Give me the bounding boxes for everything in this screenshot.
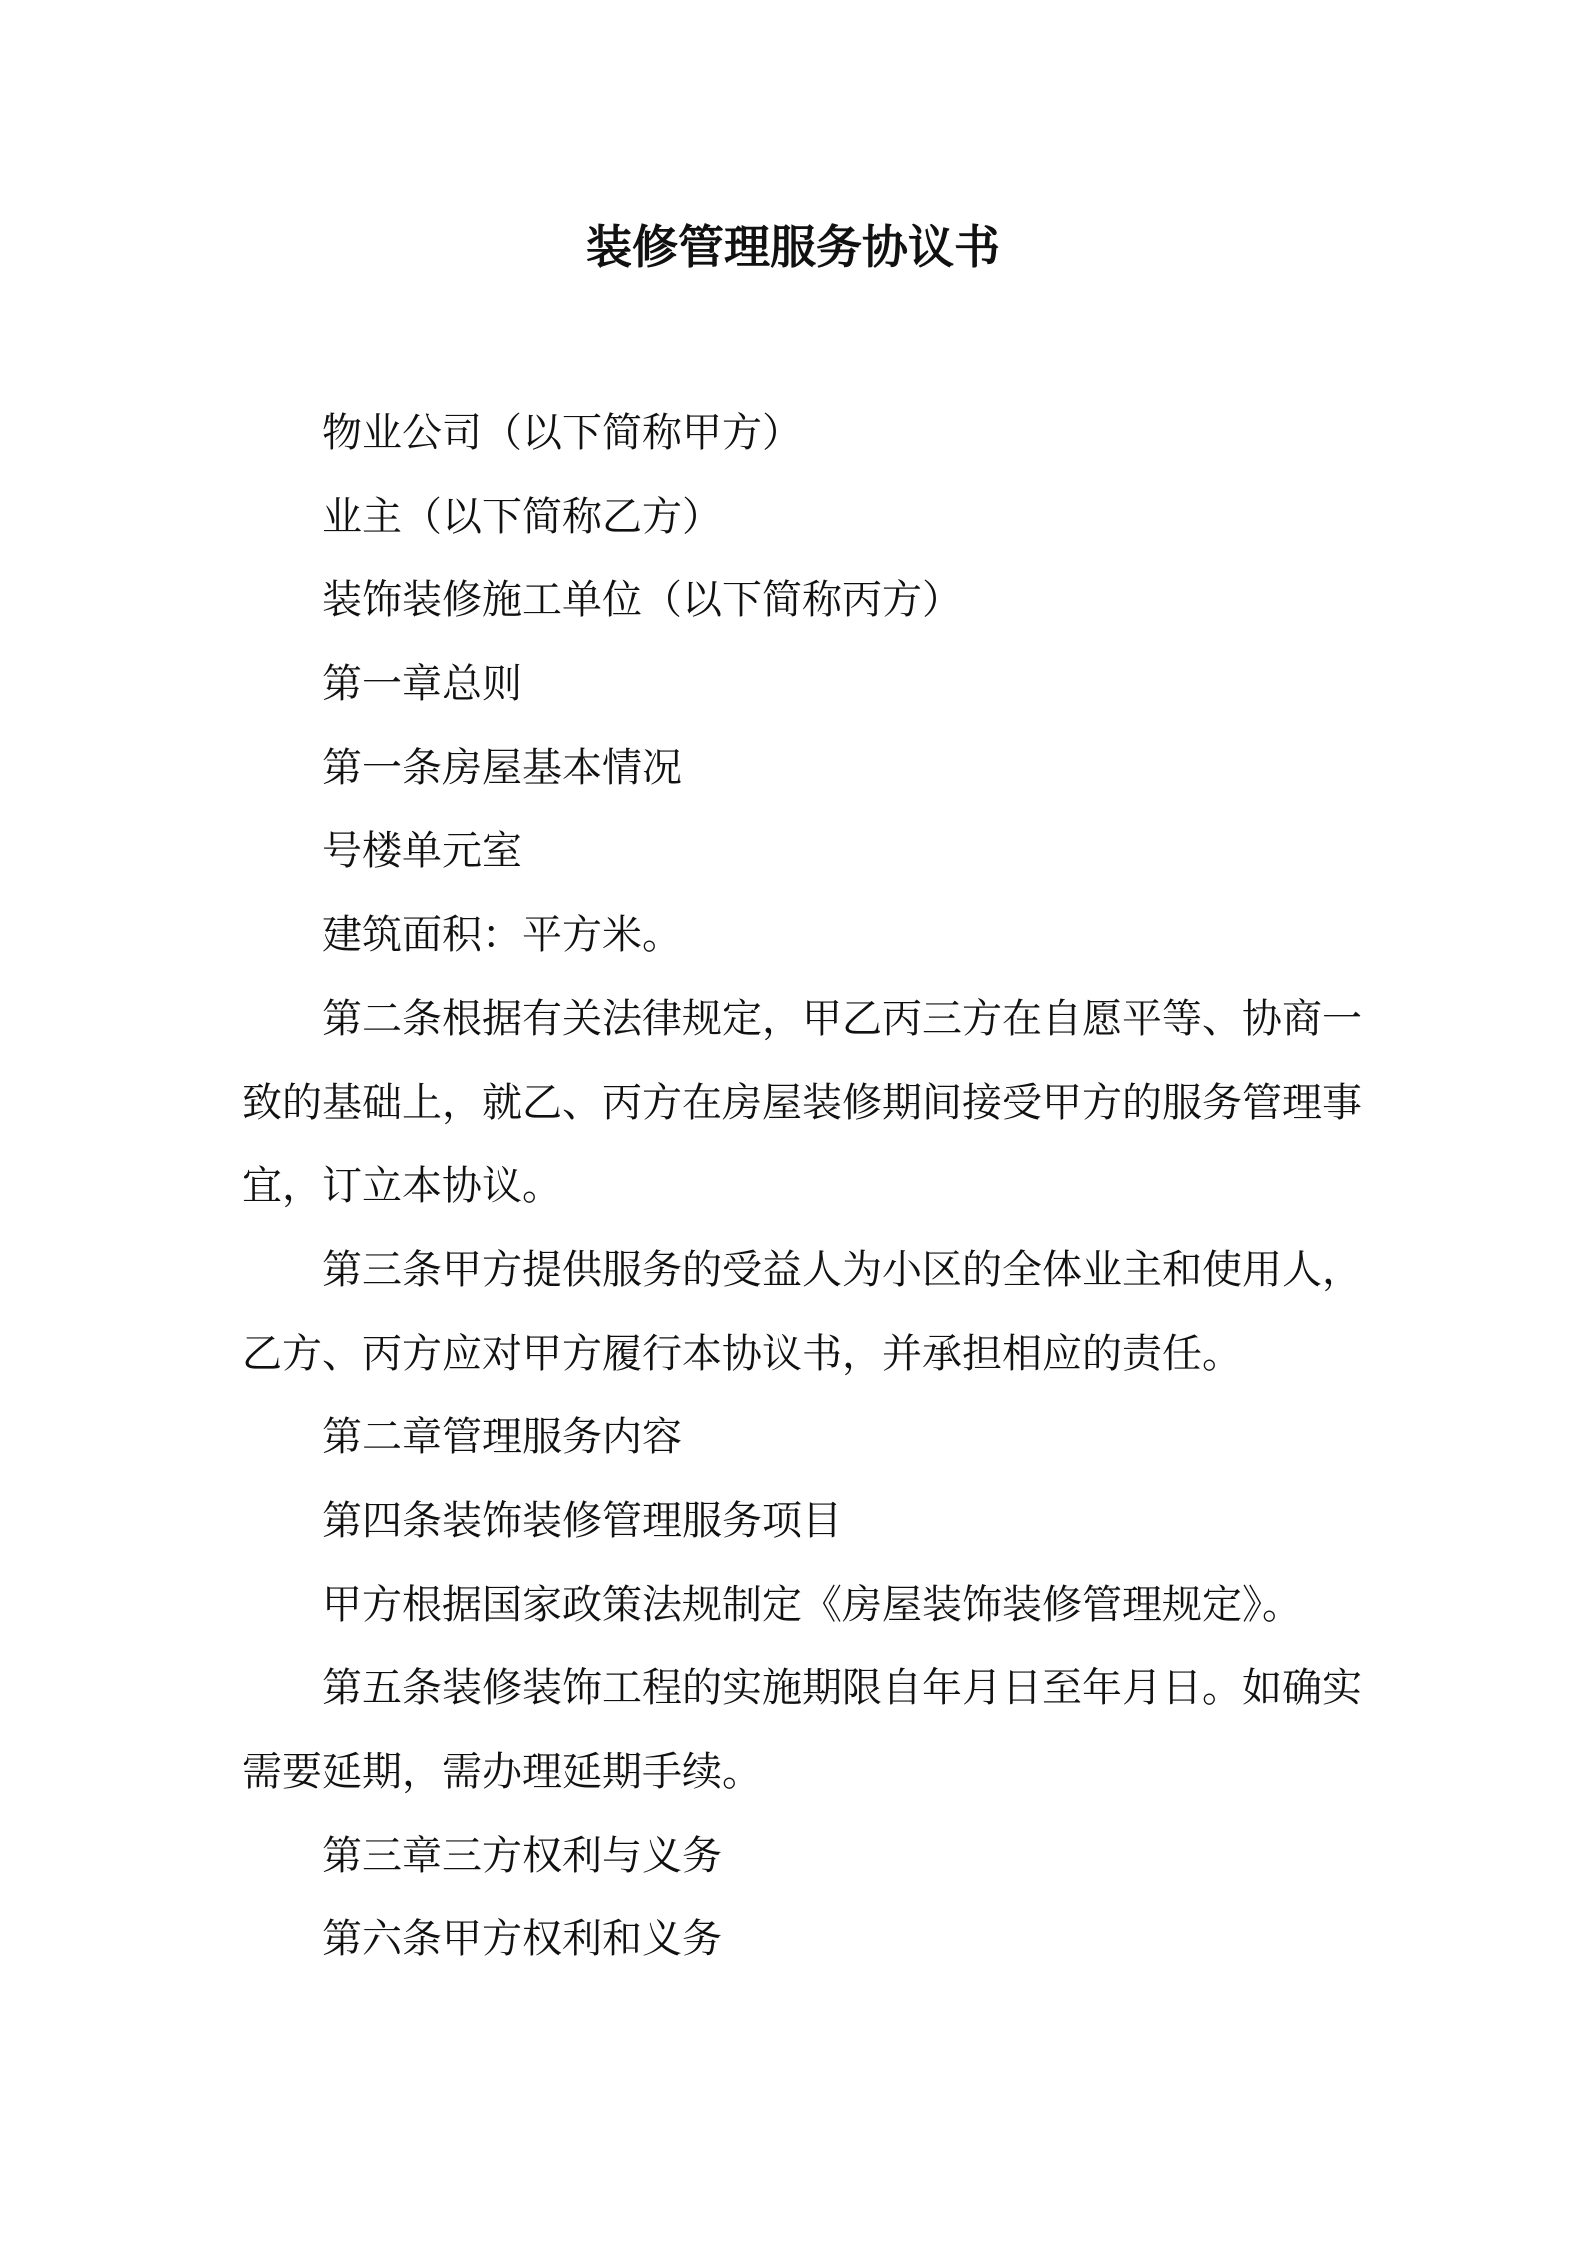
article-1-heading bbox=[242, 727, 1362, 811]
paragraph-line: 第二条根据有关法律规定，甲乙丙三方在自愿平等、协商一 bbox=[322, 995, 1362, 1042]
paragraph-line: 宜，订立本协议。 bbox=[242, 1163, 562, 1210]
article-4-heading bbox=[242, 1480, 1362, 1564]
paragraph-line: 第六条甲方权利和义务 bbox=[322, 1916, 722, 1963]
chapter-3-heading bbox=[242, 1815, 1362, 1899]
article-5 bbox=[242, 1647, 1362, 1814]
paragraph-line: 装饰装修施工单位（以下简称丙方） bbox=[322, 577, 962, 624]
article-4-body bbox=[242, 1564, 1362, 1648]
paragraph-line: 第四条装饰装修管理服务项目 bbox=[322, 1497, 842, 1544]
paragraph-line: 乙方、丙方应对甲方履行本协议书，并承担相应的责任。 bbox=[242, 1330, 1242, 1377]
paragraph-line: 第三条甲方提供服务的受益人为小区的全体业主和使用人， bbox=[322, 1246, 1362, 1293]
paragraph-line: 甲方根据国家政策法规制定《房屋装饰装修管理规定》。 bbox=[322, 1581, 1302, 1628]
chapter-1-heading bbox=[242, 643, 1362, 727]
paragraph-line: 第三章三方权利与义务 bbox=[322, 1832, 722, 1879]
chapter-2-heading bbox=[242, 1396, 1362, 1480]
party-c-line bbox=[242, 559, 1362, 643]
paragraph-line: 第二章管理服务内容 bbox=[322, 1414, 682, 1461]
paragraph-line: 第五条装修装饰工程的实施期限自年月日至年月日。如确实 bbox=[322, 1665, 1362, 1712]
document-title: 装修管理服务协议书 bbox=[586, 220, 1000, 274]
paragraph-line: 第一章总则 bbox=[322, 661, 522, 708]
document-body bbox=[242, 392, 1362, 1982]
building-area-line bbox=[242, 894, 1362, 978]
article-3 bbox=[242, 1229, 1362, 1396]
paragraph-line: 致的基础上，就乙、丙方在房屋装修期间接受甲方的服务管理事 bbox=[242, 1079, 1362, 1126]
paragraph-line: 号楼单元室 bbox=[322, 828, 522, 875]
article-2 bbox=[242, 978, 1362, 1229]
paragraph-line: 物业公司（以下简称甲方） bbox=[322, 410, 802, 456]
party-b-line bbox=[242, 476, 1362, 560]
party-a-line bbox=[242, 392, 1362, 476]
paragraph-line: 需要延期，需办理延期手续。 bbox=[242, 1749, 762, 1795]
paragraph-line: 第一条房屋基本情况 bbox=[322, 744, 682, 791]
house-address-line bbox=[242, 810, 1362, 894]
article-6-heading bbox=[242, 1898, 1362, 1982]
paragraph-line: 业主（以下简称乙方） bbox=[322, 493, 722, 540]
paragraph-line: 建筑面积：平方米。 bbox=[322, 912, 682, 959]
